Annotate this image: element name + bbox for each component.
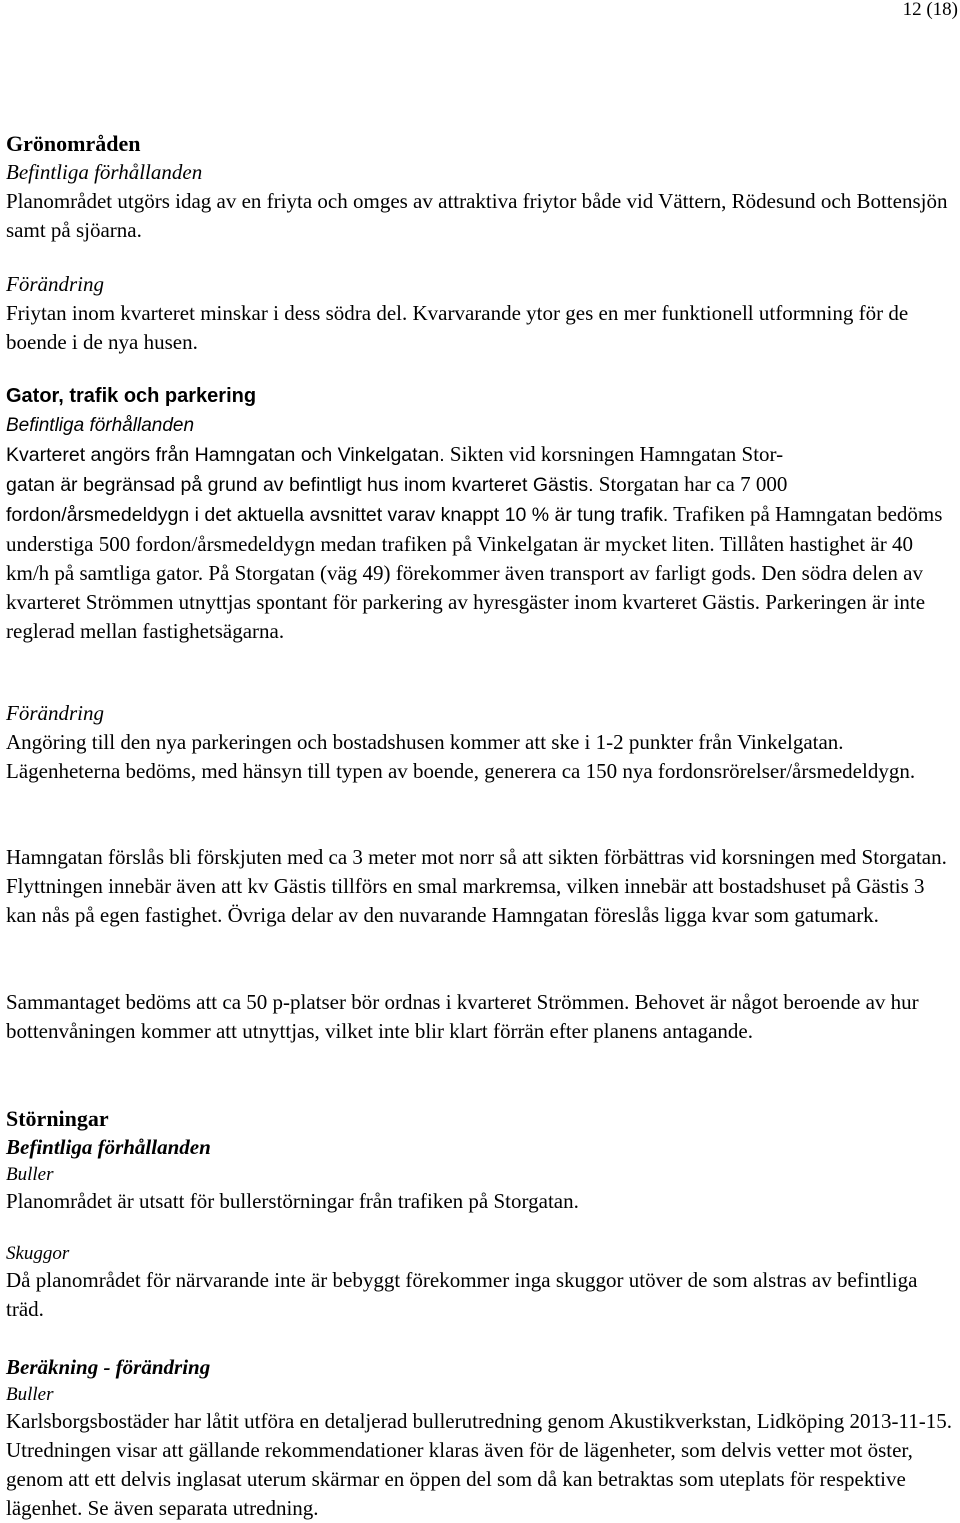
section-heading-gronomraden: Grönområden (6, 131, 141, 156)
paragraph-buller: Planområdet är utsatt för bullerstörningar från trafiken på Storgatan. (6, 1189, 579, 1213)
section-gator-hamngatan (6, 843, 958, 930)
paragraph-buller-berakning: Karlsborgsbostäder har låtit utföra en detaljerad bullerutredning genom Akustikverkstan, Lidköping 2013-11-15. Utredningen visar att gällande rekommendationer klaras även för de lägenheter, som delvis vetter mot öster, genom att ett delvis inglasat uterum skärmar en öppen del som då kan betraktas som uteplats för respektive lägenhet. Se även separata utredning. (6, 1409, 952, 1520)
text-span-sans: Kvarteret angörs från Hamngatan och Vinkelgatan. (6, 444, 445, 466)
subheading-befintliga: Befintliga förhållanden (6, 160, 203, 184)
subheading-skuggor: Skuggor (6, 1243, 70, 1264)
section-heading-storningar: Störningar (6, 1106, 109, 1131)
section-gronomraden-forandring (6, 270, 958, 357)
page-number: 12 (18) (902, 0, 958, 20)
section-gator (6, 382, 958, 646)
subheading-buller: Buller (6, 1384, 54, 1405)
subheading-befintliga: Befintliga förhållanden (6, 415, 195, 436)
paragraph-gator-forandring: Angöring till den nya parkeringen och bostadshusen kommer att ske i 1-2 punkter från Vinkelgatan. Lägenheterna bedöms, med hänsyn till typen av boende, generera ca 150 nya fordonsrörelser/årsmedeldygn. (6, 730, 916, 783)
text-span-serif: Storgatan har ca 7 000 (593, 472, 788, 496)
section-heading-gator: Gator, trafik och parkering (6, 385, 257, 407)
paragraph-sammantaget: Sammantaget bedöms att ca 50 p-platser bör ordnas i kvarteret Strömmen. Behovet är något beroende av hur bottenvåningen kommer att utnyttjas, vilket inte blir klart förrän efter planens antagande. (6, 990, 919, 1043)
paragraph-gator-befintliga (6, 440, 958, 646)
subheading-berakning: Beräkning - förändring (6, 1355, 211, 1379)
section-storningar (6, 1104, 958, 1216)
subheading-forandring: Förändring (6, 701, 105, 725)
text-span-sans: fordon/årsmedeldygn i det aktuella avsnittet varav knappt 10 % är tung trafik. (6, 504, 669, 526)
paragraph-hamngatan: Hamngatan förslås bli förskjuten med ca 3 meter mot norr så att sikten förbättras vid korsningen med Storgatan. Flyttningen innebär även att kv Gästis tillförs en smal markremsa, vilken innebär att bostadshuset på Gästis 3 kan nås på egen fastighet. Övriga delar av den nuvarande Hamngatan föreslås ligga kvar som gatumark. (6, 845, 947, 927)
section-berakning (6, 1353, 958, 1523)
section-gator-sammantaget (6, 988, 958, 1046)
text-span-serif: Sikten vid korsningen Hamngatan Stor- (444, 442, 784, 466)
paragraph-gronomraden-forandring: Friytan inom kvarteret minskar i dess södra del. Kvarvarande ytor ges en mer funktionell utformning för de boende i de nya husen. (6, 301, 909, 354)
subheading-buller: Buller (6, 1164, 54, 1185)
section-skuggor (6, 1241, 958, 1324)
paragraph-skuggor: Då planområdet för närvarande inte är bebyggt förekommer inga skuggor utöver de som alstras av befintliga träd. (6, 1268, 918, 1321)
paragraph-gronomraden-befintliga: Planområdet utgörs idag av en friyta och omges av attraktiva friytor både vid Vättern, Rödesund och Bottensjön samt på sjöarna. (6, 189, 948, 242)
subheading-forandring: Förändring (6, 272, 105, 296)
section-gator-forandring (6, 699, 958, 786)
text-span-serif: Trafiken på Hamngatan bedöms understiga 500 fordon/årsmedeldygn medan trafiken på Vinkelgatan är mycket liten. Tillåten hastighet är 40 km/h på samtliga gator. På Storgatan (väg 49) förekommer även transport av farligt gods. Den södra delen av kvarteret Strömmen utnyttjas spontant för parkering av hyresgäster inom kvarteret Gästis. Parkeringen är inte reglerad mellan fastighetsägarna. (6, 502, 943, 643)
subheading-befintliga: Befintliga förhållanden (6, 1135, 211, 1159)
text-span-sans: gatan är begränsad på grund av befintligt hus inom kvarteret Gästis. (6, 474, 594, 496)
section-gronomraden (6, 129, 958, 245)
